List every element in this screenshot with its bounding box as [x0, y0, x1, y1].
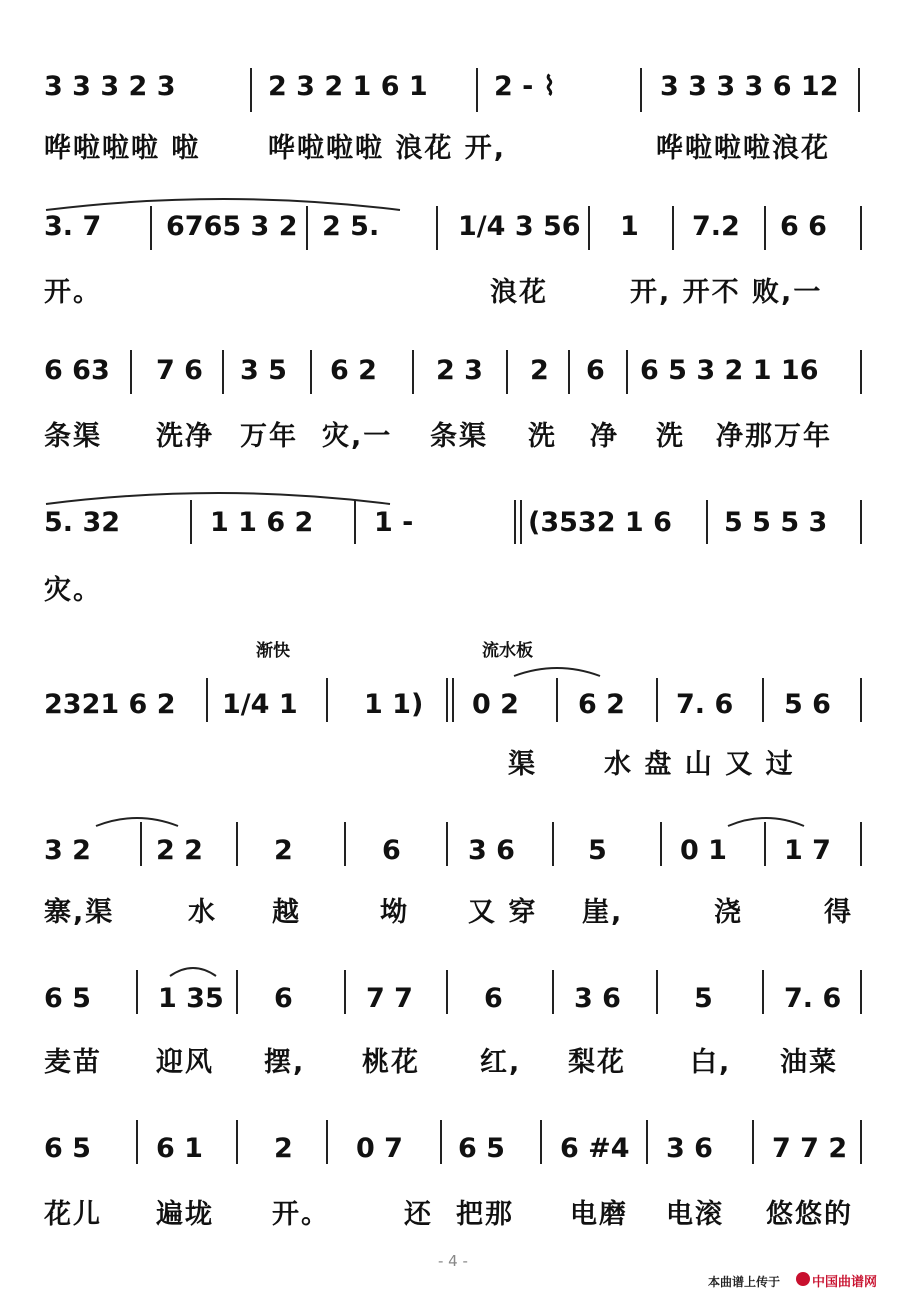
measure: 0 1 — [680, 835, 727, 866]
barline — [640, 68, 642, 112]
barline — [236, 822, 238, 866]
measure: 1/4 1 — [222, 689, 298, 720]
measure: 1 — [620, 211, 639, 242]
barline — [236, 970, 238, 1014]
measure: 7 6 — [156, 355, 203, 386]
measure: 6 2 — [578, 689, 625, 720]
upload-note: 本曲谱上传于 — [708, 1275, 781, 1289]
barline — [858, 68, 860, 112]
barline — [540, 1120, 542, 1164]
barline — [250, 68, 252, 112]
measure: 6 — [586, 355, 605, 386]
barline — [556, 678, 558, 722]
barline — [476, 68, 478, 112]
lyric: 净 — [590, 421, 619, 452]
measure: (3532 1 6 — [528, 507, 672, 538]
barline — [446, 822, 448, 866]
lyric: 浪花 — [490, 277, 548, 308]
barline — [452, 678, 454, 722]
barline — [440, 1120, 442, 1164]
measure: 6 5 — [44, 983, 91, 1014]
measure: 2 — [274, 835, 293, 866]
barline — [860, 1120, 862, 1164]
measure: 6 — [382, 835, 401, 866]
lyric: 迎风 — [156, 1047, 214, 1078]
barline — [588, 206, 590, 250]
lyrics-line — [0, 270, 900, 308]
lyrics-line — [0, 1040, 900, 1078]
measure: 3 3 3 3 6 12 — [660, 71, 839, 102]
barline — [568, 350, 570, 394]
lyrics-line — [0, 568, 900, 606]
measure: 3 6 — [574, 983, 621, 1014]
lyric: 遍垅 — [156, 1199, 214, 1230]
lyric: 电磨 — [570, 1199, 628, 1230]
barline — [446, 970, 448, 1014]
barline — [656, 970, 658, 1014]
measure: 2 3 — [436, 355, 483, 386]
measure: 1 - — [374, 507, 414, 538]
lyrics-line — [0, 742, 900, 780]
lyric: 把那 — [456, 1199, 514, 1230]
barline — [860, 206, 862, 250]
lyric: 洗 — [528, 421, 557, 452]
barline — [860, 678, 862, 722]
measure: 3. 7 — [44, 211, 102, 242]
lyric: 还 — [404, 1199, 433, 1230]
lyric: 白, — [690, 1047, 732, 1078]
lyrics-line — [0, 414, 900, 452]
lyric: 越 — [272, 897, 301, 928]
barline — [520, 500, 522, 544]
lyrics-line — [0, 890, 900, 928]
measure: 5 5 5 3 — [724, 507, 828, 538]
barline — [762, 970, 764, 1014]
barline — [506, 350, 508, 394]
lyric: 净那万年 — [716, 421, 832, 452]
lyric: 油菜 — [780, 1047, 838, 1078]
lyric: 得 — [824, 897, 853, 928]
barline — [656, 678, 658, 722]
lyric: 桃花 — [362, 1047, 420, 1078]
measure: 7 7 2 — [772, 1133, 848, 1164]
measure: 5 — [694, 983, 713, 1014]
barline — [764, 822, 766, 866]
barline — [190, 500, 192, 544]
barline — [552, 822, 554, 866]
barline — [412, 350, 414, 394]
lyric: 电滚 — [666, 1199, 724, 1230]
barline — [136, 1120, 138, 1164]
measure: 7 7 — [366, 983, 413, 1014]
barline — [860, 822, 862, 866]
lyric: 哗啦啦啦浪花 — [656, 133, 830, 164]
lyric: 条渠 — [430, 421, 488, 452]
measure: 6 #4 — [560, 1133, 630, 1164]
measure: 7. 6 — [676, 689, 734, 720]
lyric: 灾。 — [44, 575, 102, 606]
notation-line — [0, 198, 900, 258]
lyric: 洗净 — [156, 421, 214, 452]
page-number: - 4 - — [438, 1252, 468, 1270]
barline — [130, 350, 132, 394]
barline — [136, 970, 138, 1014]
lyric: 红, — [480, 1047, 522, 1078]
notation-line — [0, 486, 900, 546]
measure: 5 — [588, 835, 607, 866]
barline — [150, 206, 152, 250]
measure: 1/4 3 56 — [458, 211, 581, 242]
measure: 6 63 — [44, 355, 110, 386]
measure: 2 2 — [156, 835, 203, 866]
measure: 3 3 3 2 3 — [44, 71, 176, 102]
lyric: 开, 开不 败,一 — [630, 277, 823, 308]
lyric: 水 — [188, 897, 217, 928]
lyrics-line — [0, 126, 900, 164]
barline — [552, 970, 554, 1014]
notation-line — [0, 806, 900, 866]
lyric: 万年 — [240, 421, 298, 452]
barline — [236, 1120, 238, 1164]
barline — [752, 1120, 754, 1164]
lyric: 哗啦啦啦 浪花 开, — [268, 133, 507, 164]
measure: 6 6 — [780, 211, 827, 242]
measure: 6 5 — [44, 1133, 91, 1164]
measure: 6 — [484, 983, 503, 1014]
measure: 6 5 — [458, 1133, 505, 1164]
measure: 3 5 — [240, 355, 287, 386]
notation-line — [0, 342, 900, 402]
notation-line — [0, 60, 900, 120]
measure: 7.2 — [692, 211, 740, 242]
measure: 6 2 — [330, 355, 377, 386]
barline — [646, 1120, 648, 1164]
measure: 2 - ⌇ — [494, 71, 556, 102]
tempo-label: 流水板 — [482, 641, 533, 661]
barline — [344, 970, 346, 1014]
measure: 2 — [530, 355, 549, 386]
lyric: 条渠 — [44, 421, 102, 452]
barline — [326, 1120, 328, 1164]
measure: 6 — [274, 983, 293, 1014]
barline — [446, 678, 448, 722]
lyric: 水 盘 山 又 过 — [604, 749, 795, 780]
measure: 5. 32 — [44, 507, 121, 538]
barline — [344, 822, 346, 866]
barline — [354, 500, 356, 544]
measure: 5 6 — [784, 689, 831, 720]
measure: 2 3 2 1 6 1 — [268, 71, 428, 102]
lyric: 浇 — [714, 897, 743, 928]
barline — [764, 206, 766, 250]
barline — [860, 350, 862, 394]
measure: 0 7 — [356, 1133, 403, 1164]
measure: 1 35 — [158, 983, 224, 1014]
lyric: 坳 — [380, 897, 409, 928]
measure: 3 6 — [468, 835, 515, 866]
measure: 1 1) — [364, 689, 424, 720]
barline — [140, 822, 142, 866]
barline — [326, 678, 328, 722]
barline — [206, 678, 208, 722]
measure: 0 2 — [472, 689, 519, 720]
lyric: 哗啦啦啦 啦 — [44, 133, 201, 164]
barline — [672, 206, 674, 250]
barline — [310, 350, 312, 394]
notation-line — [0, 1100, 900, 1164]
lyrics-line — [0, 1192, 900, 1230]
lyric: 开。 — [272, 1199, 330, 1230]
measure: 1 7 — [784, 835, 831, 866]
measure: 2 5. — [322, 211, 380, 242]
notation-line — [0, 664, 900, 724]
lyric: 洗 — [656, 421, 685, 452]
tempo-label: 渐快 — [256, 641, 290, 661]
lyric: 开。 — [44, 277, 102, 308]
barline — [860, 970, 862, 1014]
measure: 1 1 6 2 — [210, 507, 314, 538]
barline — [222, 350, 224, 394]
measure: 6 1 — [156, 1133, 203, 1164]
measure: 2321 6 2 — [44, 689, 176, 720]
barline — [706, 500, 708, 544]
lyric: 崖, — [582, 897, 624, 928]
notation-line — [0, 950, 900, 1014]
lyric: 渠 — [508, 749, 537, 780]
measure: 2 — [274, 1133, 293, 1164]
lyric: 寨,渠 — [44, 897, 115, 928]
measure: 3 6 — [666, 1133, 713, 1164]
barline — [660, 822, 662, 866]
lyric: 麦苗 — [44, 1047, 102, 1078]
site-logo: 中国曲谱网 — [812, 1275, 878, 1290]
barline — [436, 206, 438, 250]
measure: 3 2 — [44, 835, 91, 866]
lyric: 又 穿 — [468, 897, 538, 928]
barline — [514, 500, 516, 544]
lyric: 悠悠的 — [766, 1199, 853, 1230]
lyric: 花儿 — [44, 1199, 102, 1230]
lyric: 灾,一 — [322, 421, 393, 452]
barline — [306, 206, 308, 250]
measure: 6 5 3 2 1 16 — [640, 355, 819, 386]
barline — [762, 678, 764, 722]
measure: 6765 3 2 — [166, 211, 298, 242]
lyric: 梨花 — [568, 1047, 626, 1078]
barline — [860, 500, 862, 544]
barline — [626, 350, 628, 394]
logo-icon — [796, 1272, 810, 1286]
lyric: 摆, — [264, 1047, 306, 1078]
measure: 7. 6 — [784, 983, 842, 1014]
